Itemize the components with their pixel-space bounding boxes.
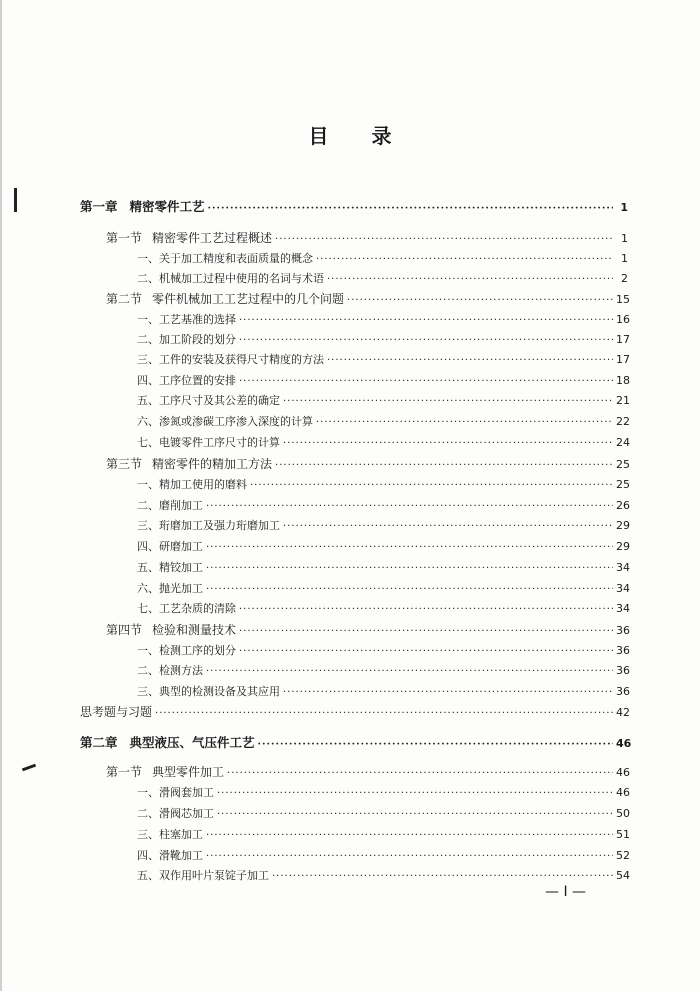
entry-title: 五、工序尺寸及其公差的确定 — [137, 394, 280, 407]
entry-page-number: 17 — [616, 333, 630, 346]
entry-title: 零件机械加工工艺过程中的几个问题 — [152, 292, 345, 306]
entry-title: 三、珩磨加工及强力珩磨加工 — [137, 519, 280, 532]
entry-number: 第二节 — [106, 292, 143, 306]
dot-leader — [239, 312, 613, 330]
dot-leader — [239, 373, 613, 391]
dot-leader — [239, 332, 613, 350]
dot-leader — [283, 435, 613, 453]
toc-section-entry[interactable] — [106, 229, 628, 247]
entry-title: 二、滑阀芯加工 — [137, 807, 214, 820]
entry-title: 一、工艺基准的选择 — [137, 313, 236, 326]
dot-leader — [283, 518, 613, 536]
dot-leader — [206, 560, 613, 578]
entry-number: 第一章 — [80, 199, 118, 214]
entry-page-number: 1 — [620, 201, 628, 214]
entry-title: 二、检测方法 — [137, 664, 203, 677]
entry-page-number: 46 — [616, 786, 630, 799]
entry-page-number: 29 — [616, 519, 630, 532]
entry-number: 第一节 — [106, 231, 143, 245]
entry-page-number: 29 — [616, 540, 630, 553]
entry-page-number: 34 — [616, 602, 630, 615]
entry-title: 检验和测量技术 — [152, 623, 237, 637]
entry-page-number: 18 — [616, 374, 630, 387]
dot-leader — [206, 539, 613, 557]
dot-leader — [258, 736, 613, 754]
entry-page-number: 25 — [616, 478, 630, 491]
toc-item-entry[interactable] — [137, 538, 628, 556]
entry-title: 三、柱塞加工 — [137, 828, 203, 841]
dot-leader — [217, 806, 613, 824]
entry-page-number: 46 — [616, 737, 632, 750]
dot-leader — [275, 231, 613, 249]
entry-page-number: 50 — [616, 807, 630, 820]
entry-title: 六、渗氮或渗碳工序渗入深度的计算 — [137, 415, 313, 428]
toc-item-entry[interactable] — [137, 826, 628, 844]
toc-item-entry[interactable] — [137, 497, 628, 515]
toc-item-entry[interactable] — [137, 270, 628, 288]
toc-item-entry[interactable] — [137, 372, 628, 390]
entry-number: 第三节 — [106, 457, 143, 471]
entry-page-number: 54 — [616, 869, 630, 882]
toc-item-entry[interactable] — [137, 250, 628, 268]
dot-leader — [206, 581, 613, 599]
dot-leader — [327, 352, 613, 370]
entry-page-number: 17 — [616, 353, 630, 366]
entry-number: 第四节 — [106, 623, 143, 637]
entry-title: 一、滑阀套加工 — [137, 786, 214, 799]
dot-leader — [206, 663, 613, 681]
toc-section-entry[interactable] — [80, 703, 628, 721]
entry-title: 五、精铰加工 — [137, 561, 203, 574]
toc-item-entry[interactable] — [137, 413, 628, 431]
entry-title: 四、研磨加工 — [137, 540, 203, 553]
entry-title: 精密零件的精加工方法 — [152, 457, 273, 471]
entry-title: 七、电镀零件工序尺寸的计算 — [137, 436, 280, 449]
toc-item-entry[interactable] — [137, 580, 628, 598]
toc-section-entry[interactable] — [106, 621, 628, 639]
dot-leader — [327, 271, 613, 289]
dot-leader — [283, 393, 613, 411]
entry-page-number: 42 — [616, 706, 630, 719]
entry-title: 五、双作用叶片泵锭子加工 — [137, 869, 269, 882]
entry-page-number: 36 — [616, 624, 630, 637]
toc-item-entry[interactable] — [137, 805, 628, 823]
toc-item-entry[interactable] — [137, 517, 628, 535]
toc-item-entry[interactable] — [137, 351, 628, 369]
toc-section-entry[interactable] — [106, 763, 628, 781]
toc-item-entry[interactable] — [137, 867, 628, 885]
dot-leader — [316, 251, 613, 269]
toc-item-entry[interactable] — [137, 311, 628, 329]
dot-leader — [239, 623, 613, 641]
entry-title: 二、磨削加工 — [137, 499, 203, 512]
toc-section-entry[interactable] — [106, 455, 628, 473]
entry-title: 六、抛光加工 — [137, 582, 203, 595]
toc-item-entry[interactable] — [137, 434, 628, 452]
entry-page-number: 26 — [616, 499, 630, 512]
entry-title: 七、工艺杂质的清除 — [137, 602, 236, 615]
entry-title: 四、工序位置的安排 — [137, 374, 236, 387]
entry-page-number: 16 — [616, 313, 630, 326]
entry-title: 精密零件工艺 — [129, 199, 205, 214]
entry-page-number: 52 — [616, 849, 630, 862]
dot-leader — [227, 765, 613, 783]
entry-title: 典型液压、气压件工艺 — [129, 735, 255, 750]
dot-leader — [206, 848, 613, 866]
dot-leader — [250, 477, 613, 495]
dot-leader — [217, 785, 613, 803]
dot-leader — [347, 292, 613, 310]
entry-title: 一、精加工使用的磨料 — [137, 478, 247, 491]
entry-number: 第二章 — [80, 735, 118, 750]
dot-leader — [239, 643, 613, 661]
entry-page-number: 36 — [616, 644, 630, 657]
entry-page-number: 24 — [616, 436, 630, 449]
entry-title: 三、典型的检测设备及其应用 — [137, 685, 280, 698]
dot-leader — [239, 601, 613, 619]
entry-title: 二、机械加工过程中使用的名词与术语 — [137, 272, 324, 285]
toc-item-entry[interactable] — [137, 476, 628, 494]
entry-title: 四、滑靴加工 — [137, 849, 203, 862]
entry-number: 第一节 — [106, 765, 143, 779]
toc-item-entry[interactable] — [137, 683, 628, 701]
entry-page-number: 34 — [616, 561, 630, 574]
entry-page-number: 36 — [616, 664, 630, 677]
toc-chapter-entry[interactable] — [80, 734, 632, 752]
entry-page-number: 2 — [621, 272, 628, 285]
entry-page-number: 1 — [621, 232, 628, 245]
page-title: 目 录 — [308, 124, 410, 148]
entry-page-number: 25 — [616, 458, 630, 471]
entry-title: 思考题与习题 — [80, 705, 153, 719]
toc-item-entry[interactable] — [137, 392, 628, 410]
dot-leader — [283, 684, 613, 702]
dot-leader — [155, 705, 613, 723]
entry-page-number: 1 — [621, 252, 628, 265]
toc-item-entry[interactable] — [137, 662, 628, 680]
dot-leader — [206, 827, 613, 845]
entry-page-number: 34 — [616, 582, 630, 595]
dot-leader — [208, 200, 613, 218]
entry-page-number: 46 — [616, 766, 630, 779]
toc-item-entry[interactable] — [137, 784, 628, 802]
page-number-footer: — I — — [545, 884, 587, 900]
entry-title: 三、工件的安装及获得尺寸精度的方法 — [137, 353, 324, 366]
dot-leader — [206, 498, 613, 516]
entry-title: 一、检测工序的划分 — [137, 644, 236, 657]
dot-leader — [316, 414, 613, 432]
entry-page-number: 36 — [616, 685, 630, 698]
toc-item-entry[interactable] — [137, 847, 628, 865]
toc-item-entry[interactable] — [137, 559, 628, 577]
entry-page-number: 22 — [616, 415, 630, 428]
toc-item-entry[interactable] — [137, 600, 628, 618]
entry-title: 一、关于加工精度和表面质量的概念 — [137, 252, 313, 265]
toc-item-entry[interactable] — [137, 331, 628, 349]
toc-section-entry[interactable] — [106, 290, 628, 308]
toc-chapter-entry[interactable] — [80, 198, 628, 216]
entry-title: 典型零件加工 — [152, 765, 225, 779]
entry-page-number: 15 — [616, 293, 630, 306]
entry-title: 二、加工阶段的划分 — [137, 333, 236, 346]
entry-page-number: 51 — [616, 828, 630, 841]
toc-item-entry[interactable] — [137, 642, 628, 660]
entry-page-number: 21 — [616, 394, 630, 407]
dot-leader — [275, 457, 613, 475]
entry-title: 精密零件工艺过程概述 — [152, 231, 273, 245]
